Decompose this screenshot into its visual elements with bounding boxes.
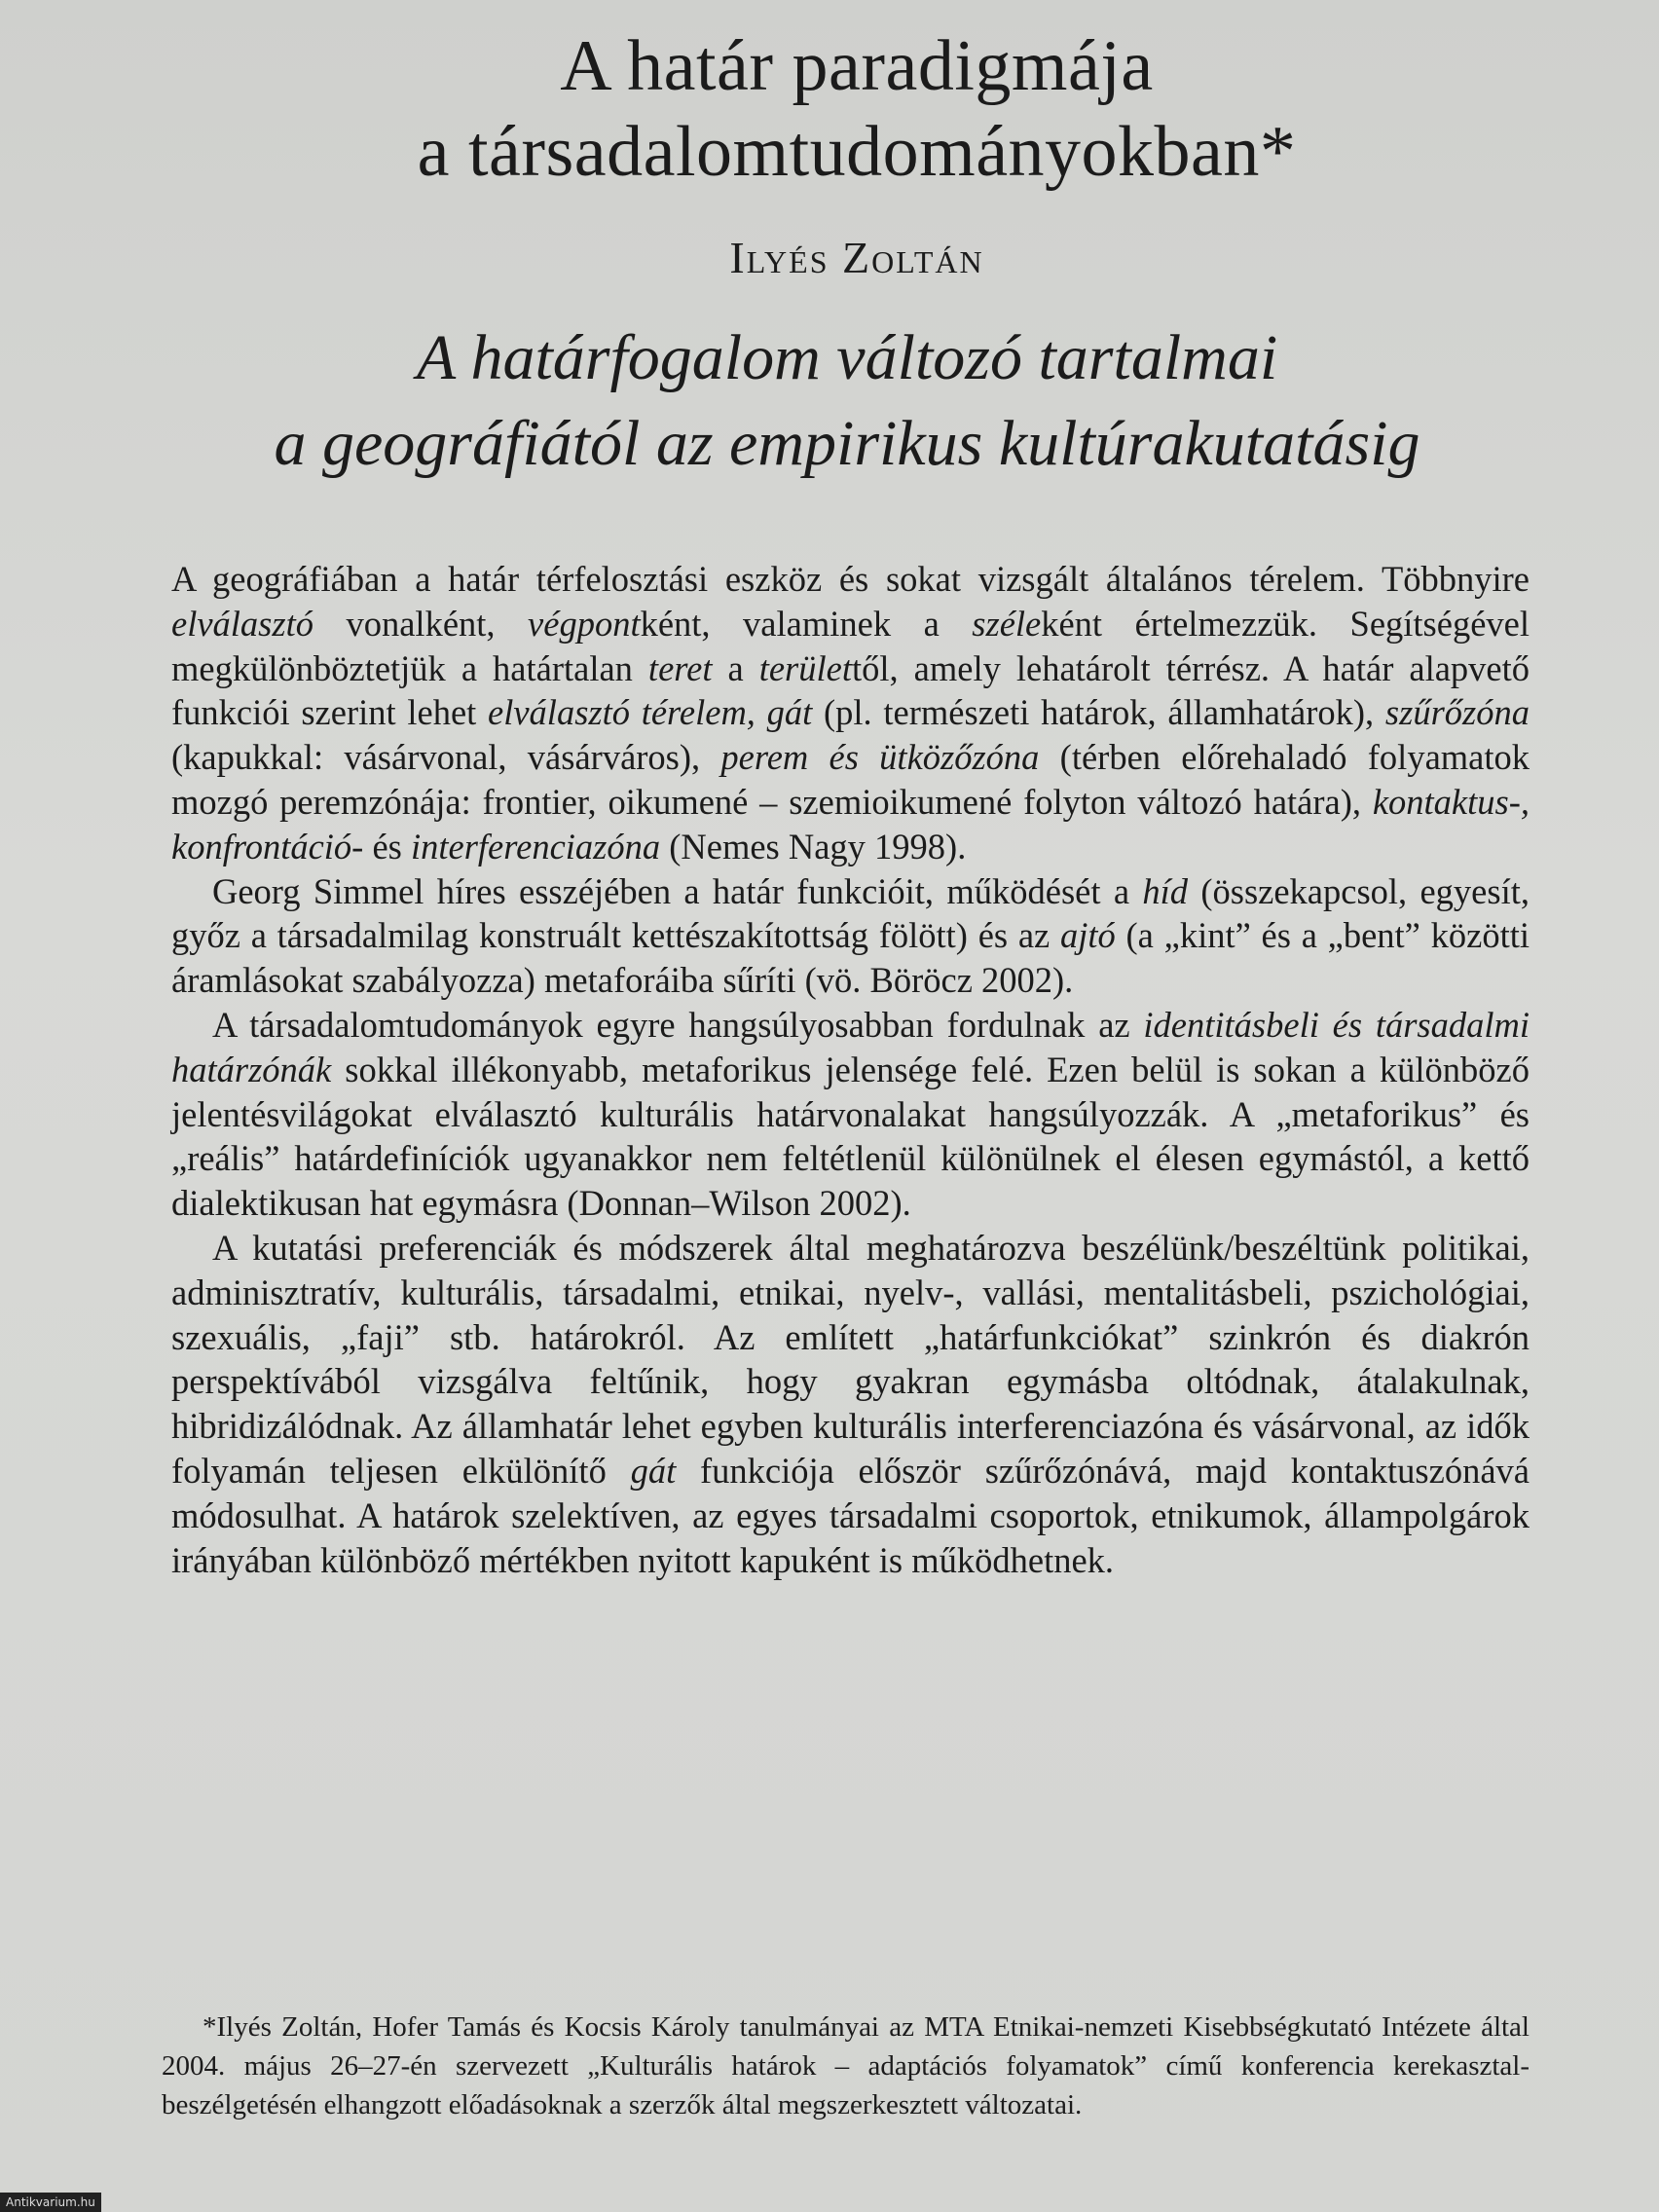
text-run: (a „kint” és a „bent” közötti áramlásokat szabályozza) metaforáiba sűríti (vö. Böröcz 2002).	[171, 915, 1530, 1001]
text-run: (térben előrehaladó folyamatok mozgó peremzónája: frontier, oikumené – szemioikumené folyton változó határa),	[171, 737, 1530, 822]
paragraph	[171, 1003, 1530, 1226]
text-run: ként értelmezzük. Segítségével megkülönböztetjük a határtalan	[171, 603, 1530, 688]
italic-term: identitásbeli és társadalmi határzónák	[171, 1004, 1530, 1089]
italic-term: végpont	[528, 603, 641, 644]
text-run: (pl. természeti határok, államhatárok),	[812, 692, 1385, 733]
text-run: vonalként,	[313, 603, 529, 644]
italic-term: elválasztó térelem, gát	[488, 692, 813, 733]
italic-term: kontaktus-, konfrontáció-	[171, 781, 1530, 866]
watermark: Antikvarium.hu	[0, 2193, 101, 2212]
text-run: (kapukkal: vásárvonal, vásárváros),	[171, 737, 721, 778]
paragraph	[171, 557, 1530, 869]
italic-term: gát	[630, 1450, 677, 1491]
subtitle-line-1: A határfogalom változó tartalmai	[416, 322, 1278, 393]
text-run: A társadalomtudományok egyre hangsúlyosabban fordulnak az	[212, 1004, 1144, 1045]
italic-term: széle	[972, 603, 1042, 644]
italic-term: ajtó	[1059, 915, 1116, 956]
text-run: A kutatási preferenciák és módszerek által meghatározva beszélünk/beszéltünk politikai, adminisztratív, kulturális, társadalmi, etnikai, nyelv-, vallási, mentalitásbeli, pszichológiai, szexuális, „faji” stb. határokról. Az említett „határfunkciókat” szinkrón és diakrón perspektívából vizsgálva feltűnik, hogy gyakran egymásba oltódnak, átalakulnak, hibridizálódnak. Az államhatár lehet egyben kulturális interferenciazóna és vásárvonal, az idők folyamán teljesen elkülönítő	[171, 1227, 1530, 1491]
paragraph	[171, 869, 1530, 1003]
page-title-line-1: A határ paradigmája	[560, 26, 1154, 106]
text-run: és	[363, 826, 411, 866]
text-run: ként, valaminek a	[640, 603, 973, 644]
page-title-line-2: a társadalomtudományokban*	[417, 112, 1297, 192]
text-run: funkciója először szűrőzónává, majd kontaktuszónává módosulhat. A határok szelektíven, az egyes társadalmi csoportok, etnikumok, állampolgárok irányában különböző mértékben nyitott kapuként is működhetnek.	[171, 1450, 1530, 1580]
text-run: a	[712, 647, 759, 688]
italic-term: elválasztó	[171, 603, 313, 644]
italic-term: szűrőzóna	[1384, 692, 1530, 733]
body-text	[171, 557, 1530, 1582]
footnote: *Ilyés Zoltán, Hofer Tamás és Kocsis Károly tanulmányai az MTA Etnikai-nemzeti Kisebbségkutató Intézete által 2004. május 26–27-én szervezett „Kulturális határok – adaptációs folyamatok” című konferencia kerekasztal-beszélgetésén elhangzott előadásoknak a szerzők által megszerkesztett változatai.	[162, 2011, 1530, 2120]
italic-term: teret	[647, 647, 713, 688]
subtitle-line-2: a geográfiától az empirikus kultúrakutatásig	[274, 408, 1420, 479]
italic-term: interferenciazóna	[410, 826, 661, 866]
text-run: (Nemes Nagy 1998).	[660, 826, 967, 866]
italic-term: perem és ütközőzóna	[720, 737, 1040, 778]
author-name: Ilyés Zoltán	[729, 233, 984, 282]
text-run: Georg Simmel híres esszéjében a határ funkcióit, működését a	[212, 870, 1143, 911]
italic-term: terület	[758, 647, 852, 688]
text-run: től, amely lehatárolt térrész. A határ alapvető funkciói szerint lehet	[171, 647, 1530, 733]
italic-term: híd	[1142, 870, 1189, 911]
text-run: A geográfiában a határ térfelosztási eszköz és sokat vizsgált általános térelem. Többnyire	[171, 559, 1530, 599]
text-run: (összekapcsol, egyesít, győz a társadalmilag konstruált kettészakítottság fölött) és az	[171, 870, 1530, 956]
text-run: sokkal illékonyabb, metaforikus jelensége felé. Ezen belül is sokan a különböző jelentésvilágokat elválasztó kulturális határvonalakat hangsúlyozzák. A „metaforikus” és „reális” határdefiníciók ugyanakkor nem feltétlenül különülnek el élesen egymástól, a kettő dialektikusan hat egymásra (Donnan–Wilson 2002).	[171, 1049, 1530, 1224]
paragraph	[171, 1226, 1530, 1582]
